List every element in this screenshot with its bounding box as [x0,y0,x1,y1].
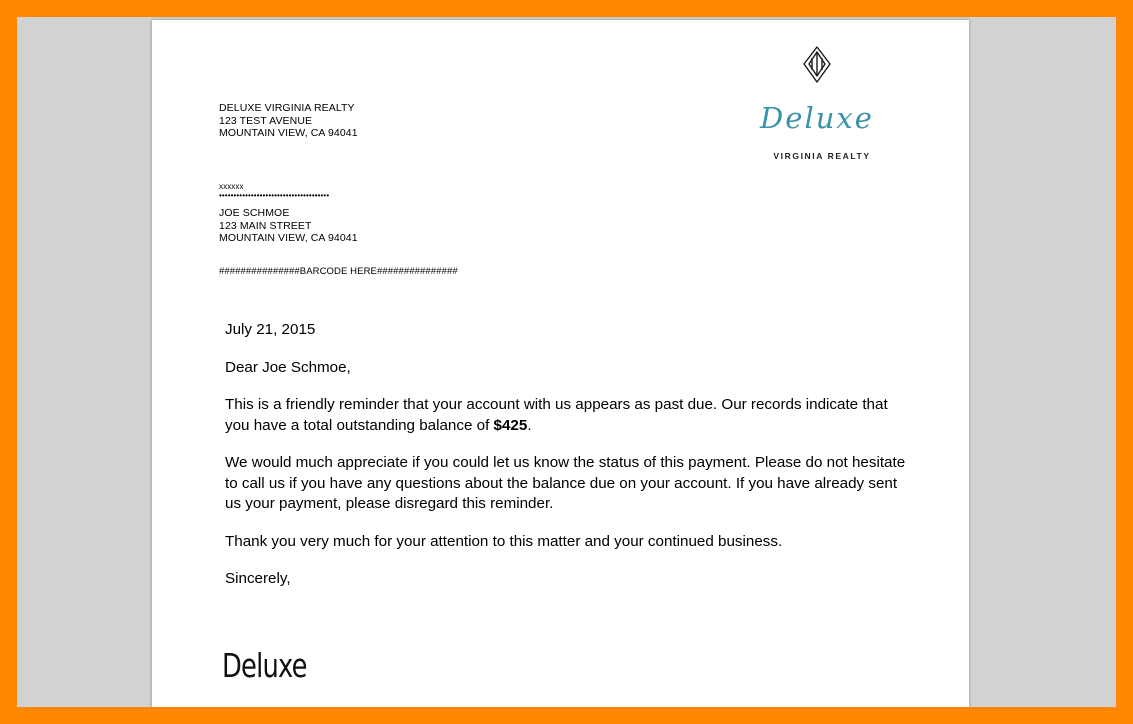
sender-line-2: 123 TEST AVENUE [219,114,313,127]
logo-script-text: Deluxe [760,101,874,135]
paragraph-1-text: This is a friendly reminder that your account with us appears as past due. Our records indicate that you have a total outstanding balance of [225,396,888,434]
barcode-placeholder: ###############BARCODE HERE############### [219,266,458,277]
letter-paragraph-1 [225,395,915,436]
letter-salutation: Dear Joe Schmoe, [225,358,351,376]
masked-field [219,182,329,200]
letter-closing: Sincerely, [225,570,291,587]
diamond-icon [742,45,892,105]
masked-line-1: xxxxxx [219,182,244,191]
letter-paragraph-3: Thank you very much for your attention to this matter and your continued business. [225,532,783,550]
logo-subtitle: VIRGINIA REALTY [773,151,871,161]
paragraph-1-end: . [527,416,532,434]
recipient-line-1: JOE SCHMOE [219,207,290,219]
recipient-line-2: 123 MAIN STREET [219,219,312,232]
letter-paragraph-2: We would much appreciate if you could let us know the status of this payment. Please do not hesitate to call us if you have any questions about the balance due on your account. If you have already sent us your payment, please disregard this reminder. [225,454,906,512]
recipient-line-3: MOUNTAIN VIEW, CA 94041 [219,232,358,244]
letter-body [225,320,915,607]
masked-line-2: •••••••••••••••••••••••••••••••••••••• [219,191,330,200]
letter-date: July 21, 2015 [225,321,316,338]
signature: Deluxe [222,646,307,685]
sender-line-1: DELUXE VIRGINIA REALTY [219,102,355,114]
recipient-address [219,207,358,245]
balance-amount: $425 [493,416,528,434]
sender-address [219,102,358,140]
document-viewer[interactable] [17,17,1116,707]
company-logo [742,45,902,161]
letter-page [152,20,969,707]
sender-line-3: MOUNTAIN VIEW, CA 94041 [219,127,358,139]
